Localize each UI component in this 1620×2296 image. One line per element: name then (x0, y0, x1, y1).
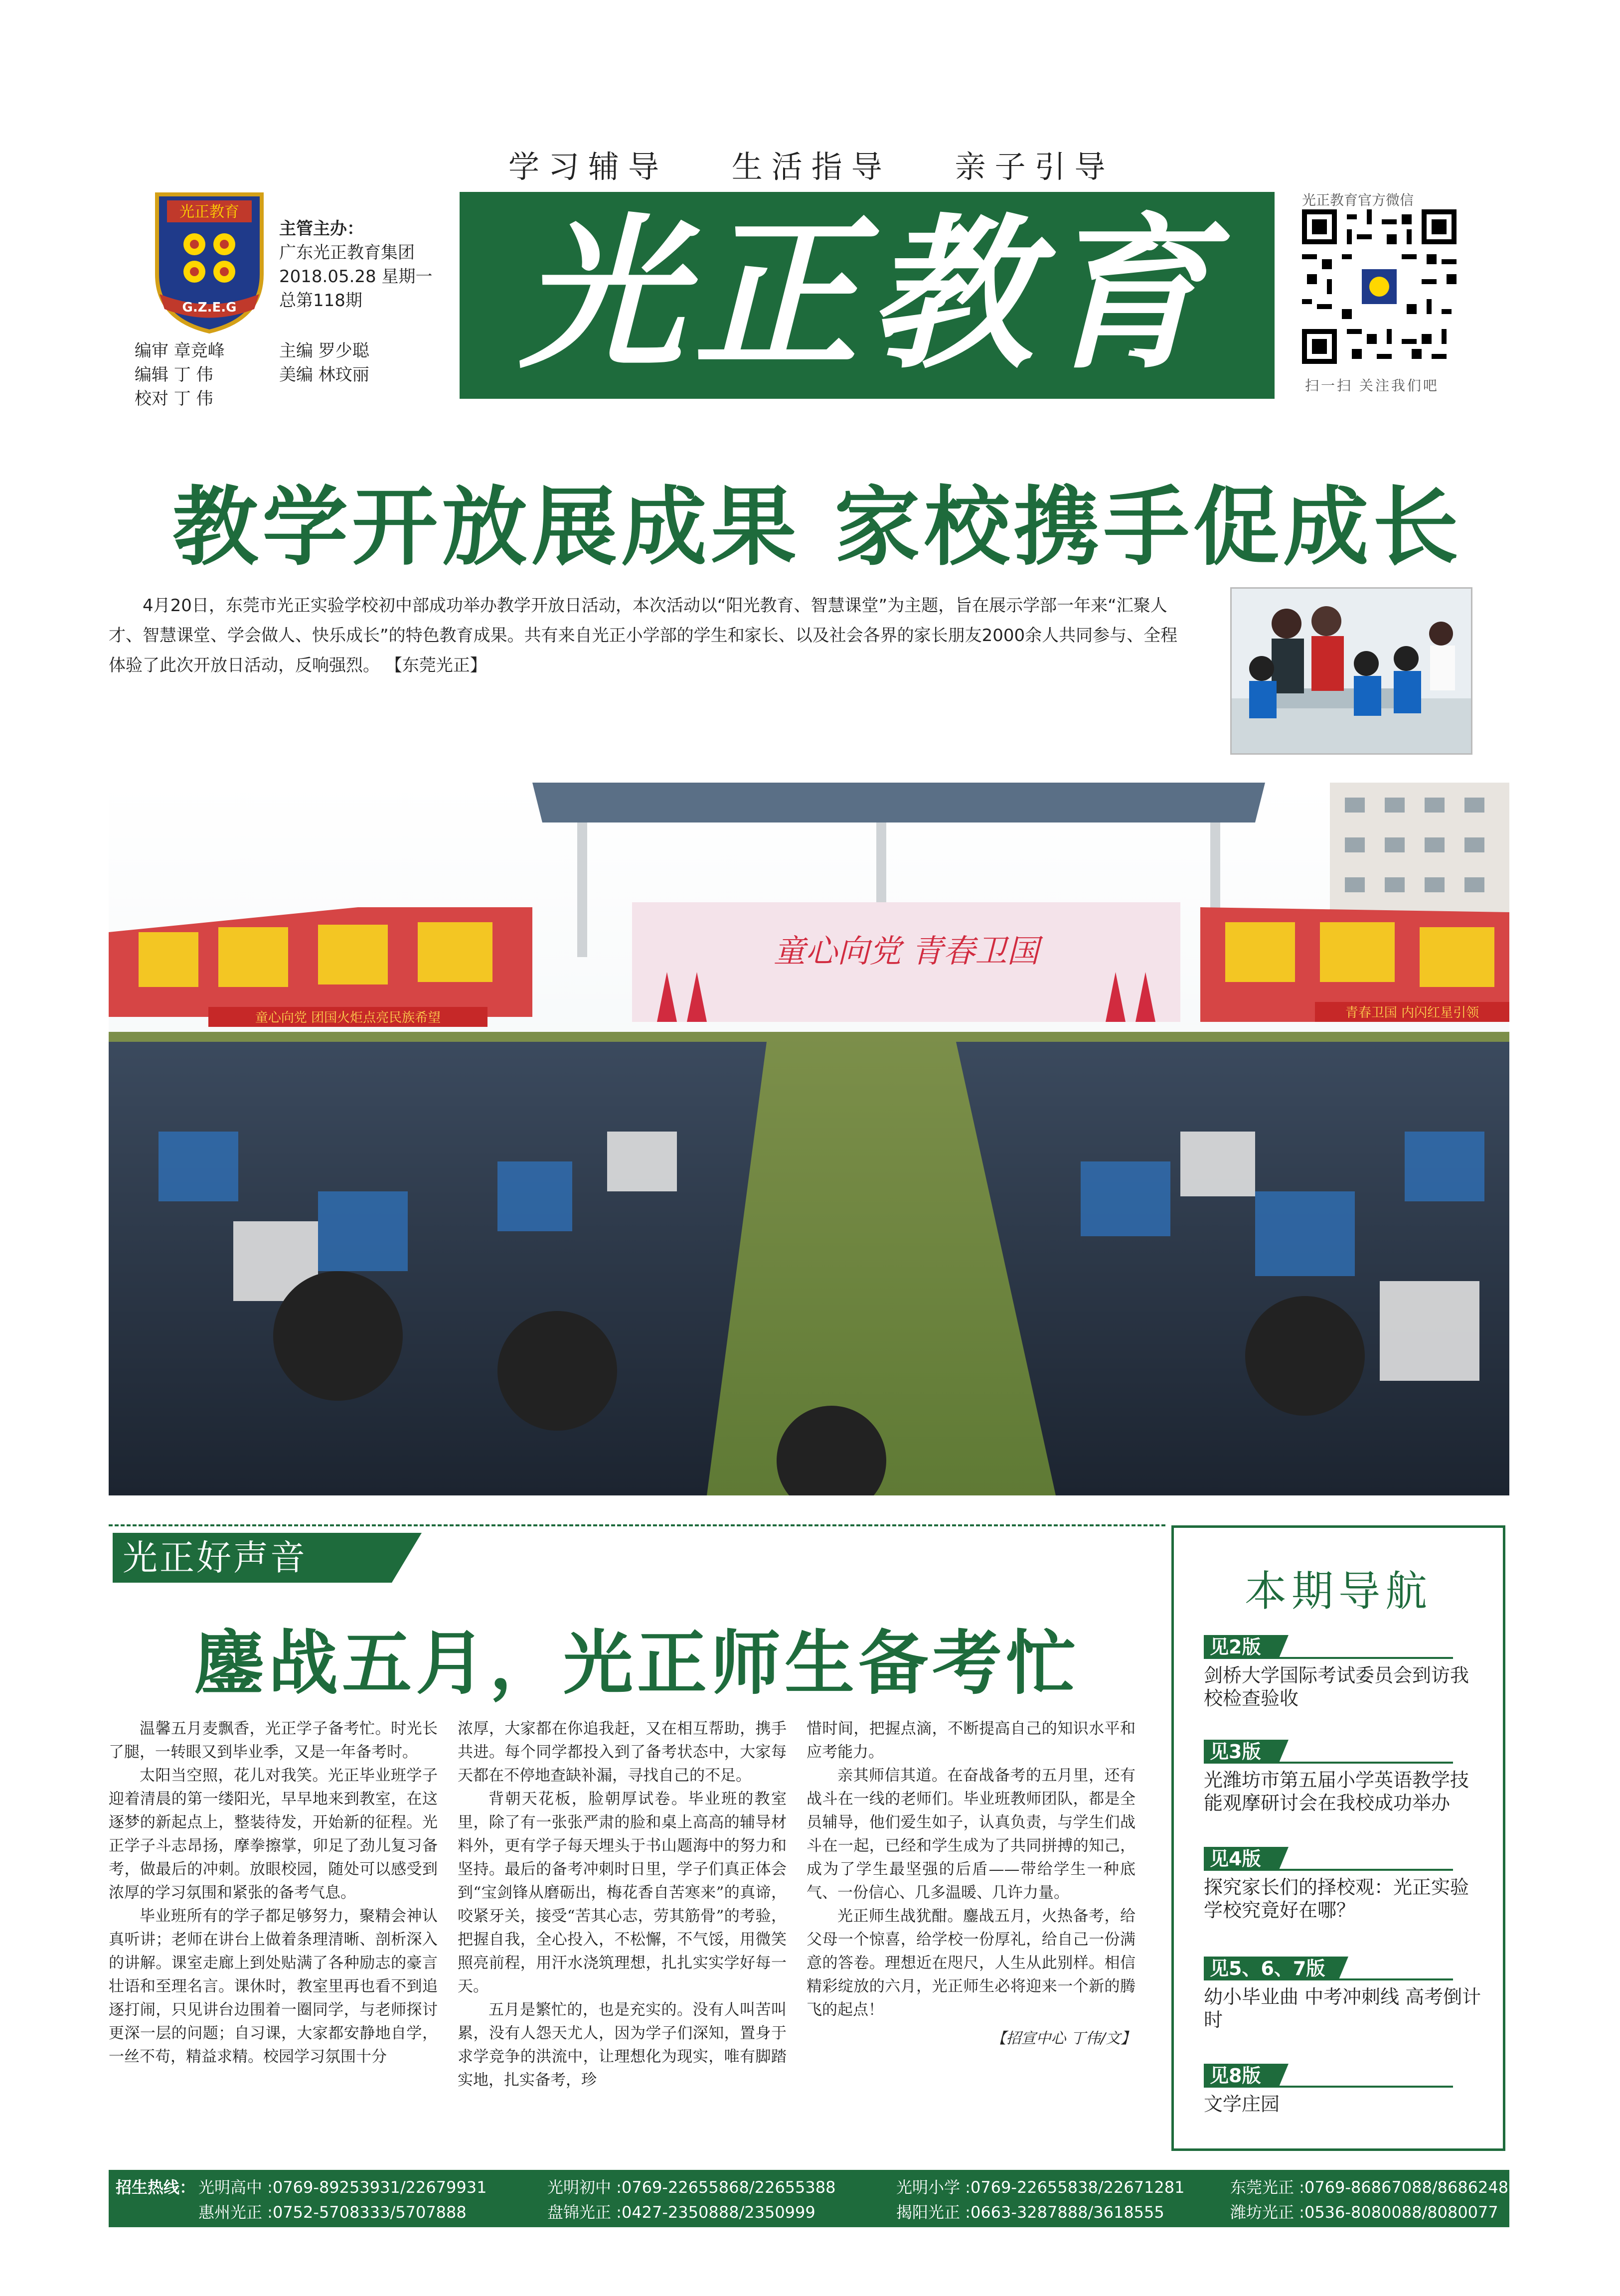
enrollment-hotline-bar (109, 2170, 1519, 2227)
nav-item-text: 文学庄园 (1204, 2093, 1280, 2115)
article-column-2 (458, 1717, 787, 2092)
nav-tag (1204, 1957, 1453, 1980)
sponsor-name: 广东光正教育集团 (279, 243, 415, 263)
article-paragraph: 太阳当空照，花儿对我笑。光正毕业班学子迎着清晨的第一缕阳光，早早地来到教室，在这逐梦的新起点上，整装待发，开始新的征程。光正学子斗志昂扬，摩拳擦掌，卯足了劲儿复习备考，做最后的冲刺。放眼校园，随处可以感受到浓厚的学习氛围和紧张的备考气息。 (109, 1767, 438, 1902)
masthead-banner (460, 192, 1275, 399)
sponsor-label: 主管主办： (279, 219, 364, 239)
article-paragraph: 毕业班所有的学子都足够努力，聚精会神认真听讲；老师在讲台上做着条理清晰、剖析深入的讲解。课室走廊上到处贴满了各种励志的豪言壮语和至理名言。课休时，教室里再也看不到追逐打闹，只见讲台边围着一圈同学，与老师探讨更深一层的问题；自习课，大家都安静地自学，一丝不苟，精益求精。校园学习氛围十分 (109, 1907, 438, 2066)
ceremony-photo (109, 783, 1509, 1495)
nav-page-label: 见4版 (1210, 1848, 1261, 1870)
publication-meta (279, 217, 432, 313)
article-paragraph: 光正师生战犹酣。鏖战五月，火热备考，给父母一个惊喜，给学校一份厚礼，给自己一份满意的答卷。理想近在咫尺，人生从此别样。相信精彩绽放的六月，光正师生必将迎来一个新的腾飞的起点！ (807, 1907, 1135, 2019)
left-banner-text: 童心向党 团国火炬点亮民族希望 (255, 1010, 441, 1025)
nav-page-label: 见5、6、7版 (1210, 1958, 1325, 1979)
section-headline: 鏖战五月，光正师生备考忙 (194, 1623, 1080, 1704)
staff-editor-review: 编审 章竞峰 (135, 341, 225, 361)
nav-item-text: 光潍坊市第五届小学英语教学技能观摩研讨会在我校成功举办 (1204, 1769, 1469, 1814)
hotline-entry: 光明初中 :0769-22655868/22655388 (547, 2178, 836, 2197)
logo-bottom-text: G.Z.E.G (182, 300, 237, 315)
article-paragraph: 惜时间，把握点滴，不断提高自己的知识水平和应考能力。 (807, 1720, 1135, 1761)
slogan-1: 学习辅导 (508, 149, 668, 185)
nav-item[interactable] (1204, 1847, 1483, 1922)
issue-date: 2018.05.28 星期一 (279, 267, 433, 287)
nav-item-text: 幼小毕业曲 中考冲刺线 高考倒计时 (1204, 1986, 1481, 2031)
staff-chief-editor: 主编 罗少聪 (279, 341, 369, 361)
nav-tag (1204, 1847, 1453, 1871)
article-paragraph: 五月是繁忙的，也是充实的。没有人叫苦叫累，没有人怨天尤人，因为学子们深知，置身于求学竞争的洪流中，让理想化为现实，唯有脚踏实地，扎实备考，珍 (458, 2001, 787, 2089)
hotline-entry: 光明小学 :0769-22655838/22671281 (896, 2178, 1185, 2197)
nav-title: 本期导航 (1244, 1567, 1432, 1616)
staff-art-editor: 美编 林玟丽 (279, 365, 369, 385)
nav-item[interactable] (1204, 1740, 1483, 1814)
lead-intro: 4月20日，东莞市光正实验学校初中部成功举办教学开放日活动，本次活动以“阳光教育、智慧课堂”为主题，旨在展示学部一年来“汇聚人才、智慧课堂、学会做人、快乐成长”的特色教育成果。共有来自光正小学部的学生和家长、以及社会各界的家长朋友2000余人共同参与、全程体验了此次开放日活动，反响强烈。 【东莞光正】 (109, 596, 1178, 675)
qr-code-icon (1302, 209, 1457, 364)
slogan-3: 亲子引导 (955, 149, 1115, 185)
section-divider (109, 1524, 1165, 1526)
nav-item[interactable] (1204, 2064, 1483, 2116)
article-paragraph: 浓厚，大家都在你追我赶，又在相互帮助，携手共进。每个同学都投入到了备考状态中，大家每天都在不停地查缺补漏，寻找自己的不足。 (458, 1720, 787, 1785)
hotline-entry: 光明高中 :0769-89253931/22679931 (198, 2178, 487, 2197)
masthead-slogans (508, 142, 1286, 186)
section-tag (113, 1533, 422, 1583)
hotline-entry: 惠州光正 :0752-5708333/5707888 (198, 2203, 467, 2222)
hotline-entry: 揭阳光正 :0663-3287888/3618555 (896, 2203, 1164, 2222)
issue-number: 总第118期 (279, 291, 362, 311)
nav-page-label: 见3版 (1210, 1741, 1261, 1763)
nav-tag (1204, 1635, 1453, 1659)
right-banner-text: 青春卫国 内闪红星引领 (1345, 1005, 1479, 1020)
article-column-3 (807, 1717, 1135, 2050)
article-column-1 (109, 1717, 438, 2069)
nav-page-label: 见8版 (1210, 2065, 1261, 2087)
masthead-title: 光正教育 (519, 197, 1217, 391)
nav-item[interactable] (1204, 1635, 1483, 1710)
hotline-label: 招生热线： (116, 2178, 196, 2197)
staff-proofreader: 校对 丁 伟 (135, 389, 213, 409)
nav-item-text: 剑桥大学国际考试委员会到访我校检查验收 (1204, 1664, 1469, 1709)
article-paragraph: 温馨五月麦飘香，光正学子备考忙。时光长了腿，一转眼又到毕业季，又是一年备考时。 (109, 1720, 438, 1761)
issue-navigation (1171, 1525, 1505, 2151)
qr-caption: 扫一扫 关注我们吧 (1305, 377, 1439, 394)
school-logo (147, 189, 272, 334)
staff-list (135, 339, 424, 411)
article-paragraph: 背朝天花板，脸朝厚试卷。毕业班的教室里，除了有一张张严肃的脸和桌上高高的辅导材料外，更有学子每天埋头于书山题海中的努力和坚持。最后的备考冲刺时日里，学子们真正体会到“宝剑锋从磨砺出，梅花香自苦寒来”的真谛，咬紧牙关，接受“苦其心志，劳其筋骨”的考验，把握自我，全心投入，不松懈，不气馁，用微笑照亮前程，用汗水浇筑理想，扎扎实实学好每一天。 (458, 1790, 787, 1995)
hotline-entry: 盘锦光正 :0427-2350888/2350999 (547, 2203, 815, 2222)
lead-headline: 教学开放展成果 家校携手促成长 (172, 477, 1462, 577)
nav-item[interactable] (1204, 1957, 1483, 2031)
qr-label: 光正教育官方微信 (1302, 192, 1414, 208)
hotline-entry: 东莞光正 :0769-86867088/86862488 (1230, 2178, 1519, 2197)
logo-top-text: 光正教育 (179, 203, 239, 221)
nav-tag (1204, 2064, 1453, 2088)
nav-page-label: 见2版 (1210, 1636, 1261, 1658)
hotline-entry: 潍坊光正 :0536-8080088/8080077 (1230, 2203, 1498, 2222)
nav-tag (1204, 1740, 1453, 1764)
article-byline: 【招宣中心 丁伟/文】 (991, 2030, 1135, 2047)
slogan-2: 生活指导 (731, 149, 891, 185)
stage-banner-text: 童心向党 青春卫国 (773, 933, 1039, 970)
section-tag-label: 光正好声音 (123, 1537, 307, 1578)
staff-editor: 编辑 丁 伟 (135, 365, 213, 385)
classroom-photo (1230, 587, 1472, 755)
nav-item-text: 探究家长们的择校观：光正实验学校究竟好在哪？ (1204, 1876, 1469, 1921)
article-paragraph: 亲其师信其道。在奋战备考的五月里，还有战斗在一线的老师们。毕业班教师团队，都是全员辅导，他们爱生如子，认真负责，与学生们战斗在一起，已经和学生成为了共同拼搏的知己，成为了学生最坚强的后盾——带给学生一种底气、一份信心、几多温暖、几许力量。 (807, 1767, 1135, 1902)
